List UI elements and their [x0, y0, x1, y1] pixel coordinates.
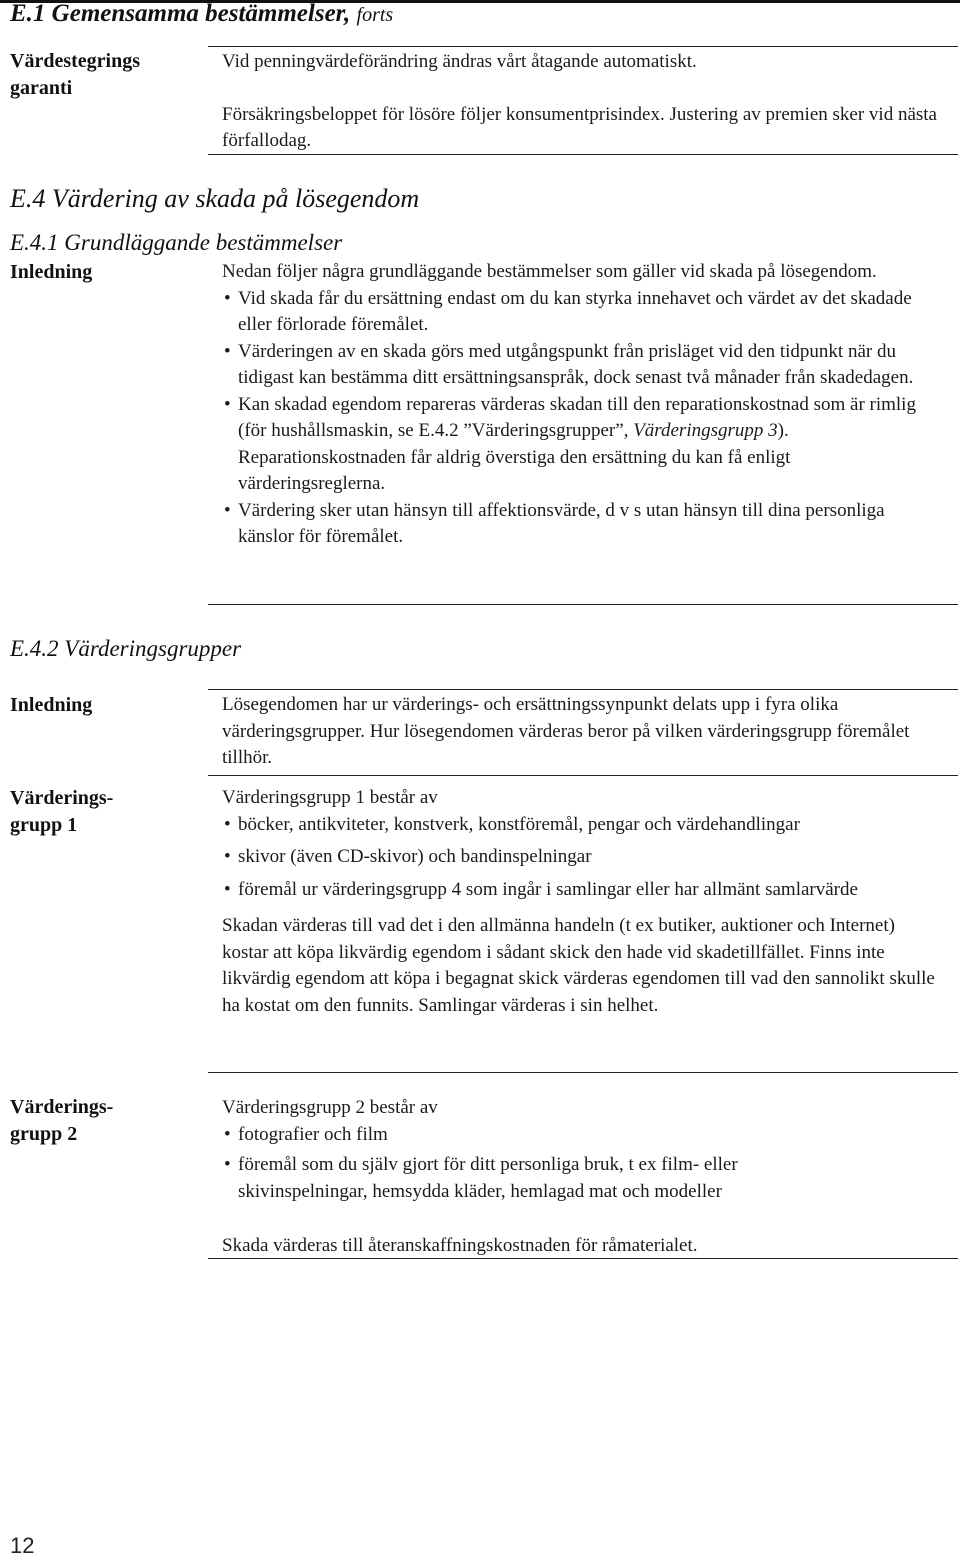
- label-line: grupp 1: [10, 814, 78, 836]
- e42-intro: Lösegendomen har ur värderings- och ersättningssynpunkt delats upp i fyra olika värderingsgrupper. Hur lösegendomen värderas beror på vilken värderingsgrupp föremålet tillhör.: [222, 694, 910, 768]
- list-item: • fotografier och film: [222, 1122, 942, 1149]
- section-label-grupp1: [10, 785, 113, 839]
- grupp2-content: [222, 1095, 942, 1260]
- label-line: garanti: [10, 77, 73, 99]
- heading-e42: E.4.2 Värderingsgrupper: [10, 636, 242, 661]
- section-label-garanti: [10, 48, 140, 102]
- text: Kan skadad egendom repareras värderas skadan till den reparationskostnad som är rimlig (för hushållsmaskin, se E.4.2 ”Värderingsgrupper”,: [238, 393, 916, 441]
- page-number: 12: [10, 1533, 35, 1558]
- section-rule: [208, 604, 958, 605]
- paragraph: Försäkringsbeloppet för lösöre följer konsumentprisindex. Justering av premien sker vid nästa förfallodag.: [222, 103, 937, 151]
- paragraph: Skada värderas till återanskaffningskostnaden för råmaterialet.: [222, 1235, 698, 1256]
- text: ). Reparationskostnaden får aldrig överstiga den ersättning du kan få enligt värderingsreglerna.: [238, 420, 791, 494]
- page-title-suffix: forts: [356, 4, 394, 26]
- list-item: • böcker, antikviteter, konstverk, konstföremål, pengar och värdehandlingar: [222, 812, 942, 839]
- section-label-inledning: Inledning: [10, 261, 93, 283]
- garanti-text: [222, 49, 952, 155]
- page-title: [10, 0, 393, 28]
- list-item: • föremål ur värderingsgrupp 4 som ingår i samlingar eller har allmänt samlarvärde: [222, 877, 898, 904]
- heading-e4: E.4 Värdering av skada på lösegendom: [10, 184, 420, 213]
- section-rule: [208, 1072, 958, 1073]
- label-line: Värderings-: [10, 787, 114, 809]
- label-line: Värdestegrings: [10, 50, 140, 72]
- section-rule: [208, 46, 958, 47]
- list-item: • Vid skada får du ersättning endast om du kan styrka innehavet och värdet av det skadade eller förlorade föremålet.: [222, 286, 922, 339]
- section-rule: [208, 1258, 958, 1259]
- paragraph: Skadan värderas till vad det i den allmänna handeln (t ex butiker, auktioner och Internet) kostar att köpa likvärdig egendom i sådant skick den hade vid skadetillfället. Finns inte likvärdig egendom att köpa i begagnat skick värderas egendomen till vad den sannolikt skulle ha kostat om den funnits. Samlingar värderas i sin helhet.: [222, 915, 935, 1016]
- list-item: • föremål som du själv gjort för ditt personliga bruk, t ex film- eller skivinspelningar, hemsydda kläder, hemlagad mat och modeller: [222, 1152, 858, 1205]
- section-label-grupp2: [10, 1094, 113, 1148]
- section-rule: [208, 689, 958, 690]
- label-line: Värderings-: [10, 1096, 114, 1118]
- paragraph: Nedan följer några grundläggande bestämmelser som gäller vid skada på lösegendom.: [222, 261, 877, 282]
- section-label-inledning-2: Inledning: [10, 694, 93, 716]
- list-item: • Värdering sker utan hänsyn till affektionsvärde, d v s utan hänsyn till dina personliga känslor för föremålet.: [222, 498, 922, 551]
- e41-content: [222, 259, 922, 551]
- grupp2-list: [222, 1122, 942, 1206]
- list-item: [222, 392, 922, 498]
- section-rule: [208, 775, 958, 776]
- grupp1-list: [222, 812, 942, 904]
- paragraph: Värderingsgrupp 2 består av: [222, 1097, 438, 1118]
- section-rule: [208, 154, 958, 155]
- page-title-text: E.1 Gemensamma bestämmelser,: [10, 0, 351, 27]
- e41-bullets: [222, 286, 922, 551]
- paragraph: Vid penningvärdeförändring ändras vårt åtagande automatiskt.: [222, 51, 697, 72]
- paragraph: Värderingsgrupp 1 består av: [222, 787, 438, 808]
- text-italic: Värderingsgrupp 3: [633, 420, 778, 441]
- list-item: • Värderingen av en skada görs med utgångspunkt från prisläget vid den tidpunkt när du tidigast kan bestämma ditt ersättningsanspråk, dock senast två månader från skadedagen.: [222, 339, 922, 392]
- grupp1-content: [222, 785, 942, 1019]
- heading-e41: E.4.1 Grundläggande bestämmelser: [10, 230, 343, 255]
- list-item: • skivor (även CD-skivor) och bandinspelningar: [222, 844, 942, 871]
- label-line: grupp 2: [10, 1123, 78, 1145]
